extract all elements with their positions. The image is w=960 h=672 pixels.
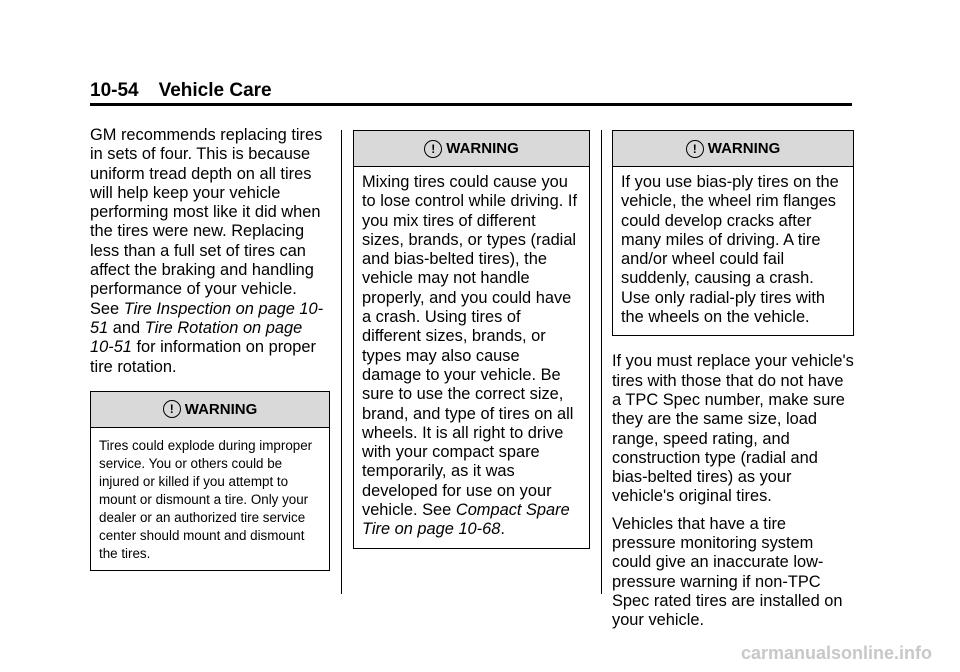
column-divider-1 bbox=[341, 130, 342, 594]
replace-paragraph: If you must replace your vehicle's tires with those that do not have a TPC Spec number, make sure they are the same size, load range, speed rating, and construction type (radial and bias-belted tires) as your vehicle's original tires. bbox=[612, 352, 854, 506]
column-2 bbox=[353, 130, 590, 549]
warning-box-service bbox=[90, 391, 330, 571]
warning-circle-icon: ! bbox=[686, 140, 704, 158]
tpms-paragraph: Vehicles that have a tire pressure monitoring system could give an inaccurate low-pressure warning if non-TPC Spec rated tires are installed on your vehicle. bbox=[612, 514, 843, 630]
column-1 bbox=[90, 126, 330, 571]
column-divider-2 bbox=[601, 130, 602, 594]
watermark: carmanualsonline.info bbox=[740, 643, 932, 663]
tire-rotation-link[interactable]: Tire Rotation on page 10-51 bbox=[90, 318, 303, 357]
warning-circle-icon: ! bbox=[424, 140, 442, 158]
column-3 bbox=[612, 130, 854, 639]
intro-paragraph: GM recommends replacing tires in sets of four. This is because uniform tread depth on all tires will help keep your vehicle performing most like it did when the tires were new. Replacing less than a full set of tires can affect the braking and handling performance of your vehicle. See Tire Inspection on page 10-51 and Tire Rotation on page 10-51 for information on proper tire rotation. bbox=[90, 126, 324, 376]
warning-text: Mixing tires could cause you to lose control while driving. If you mix tires of different sizes, brands, or types (radial and bias-belted tires), the vehicle may not handle properly, and you could have a crash. Using tires of different sizes, brands, or types may also cause damage to your vehicle. Be sure to use the correct size, brand, and type of tires on all wheels. It is all right to drive with your compact spare temporarily, as it was developed for use on your vehicle. See Compact Spare Tire on page 10-68. bbox=[362, 173, 577, 539]
compact-spare-link[interactable]: Compact Spare Tire on page 10-68 bbox=[362, 501, 570, 539]
warning-header: ! WARNING bbox=[91, 392, 329, 428]
warning-box-bias-ply bbox=[612, 130, 854, 336]
warning-header: ! WARNING bbox=[613, 131, 853, 167]
section-title: Vehicle Care bbox=[158, 80, 272, 101]
warning-circle-icon: ! bbox=[163, 400, 181, 418]
warning-text: If you use bias-ply tires on the vehicle, the wheel rim flanges could develop cracks after many miles of driving. A tire and/or wheel could fail suddenly, causing a crash. Use only radial-ply tires with the wheels on the vehicle. bbox=[621, 173, 839, 327]
page-header bbox=[90, 80, 272, 102]
header-rule bbox=[90, 103, 852, 106]
warning-box-mixing bbox=[353, 130, 590, 549]
tire-inspection-link[interactable]: Tire Inspection on page 10-51 bbox=[90, 299, 324, 337]
warning-header: ! WARNING bbox=[354, 131, 589, 167]
warning-text: Tires could explode during improper service. You or others could be injured or killed if you attempt to mount or dismount a tire. Only your dealer or an authorized tire service center should mount and dismount the tires. bbox=[99, 437, 313, 561]
page-number: 10-54 bbox=[90, 80, 139, 101]
